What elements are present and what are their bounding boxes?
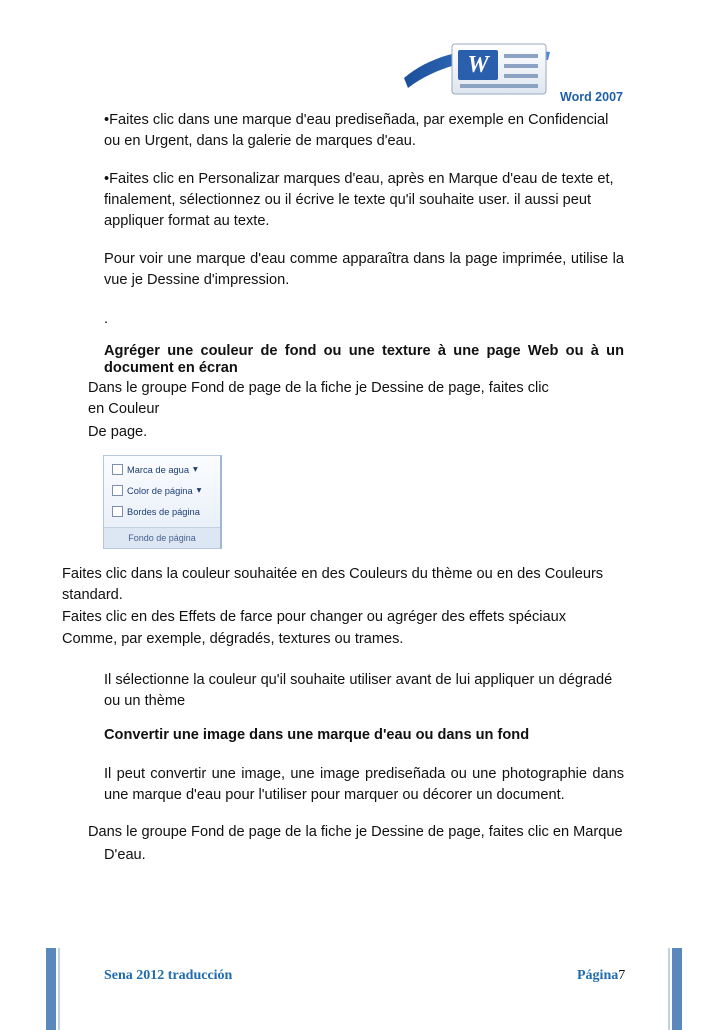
chevron-down-icon: ▾ [193, 464, 198, 474]
word-logo-icon [400, 38, 560, 96]
ribbon-item-page-color [112, 485, 201, 496]
heading-2: Convertir une image dans une marque d'eau ou dans un fond [104, 727, 530, 743]
ribbon-item-watermark [112, 464, 198, 475]
paragraph-7: Faites clic en des Effets de farce pour changer ou agréger des effets spéciaux [62, 609, 567, 625]
ribbon-item-label: Color de página [127, 485, 193, 496]
paragraph-8: Comme, par exemple, dégradés, textures ou trames. [62, 631, 404, 647]
page-background-ribbon-image [103, 455, 222, 549]
paint-bucket-icon [112, 485, 123, 496]
paragraph-5-line-2: en Couleur [88, 401, 160, 417]
paragraph-2: •Faites clic en Personalizar marques d'eau, après en Marque d'eau de texte et, finalement, sélectionnez ou il écrive le texte qu'il souhaite user. il aussi peut appliquer format au texte. [104, 171, 614, 229]
ribbon-item-label: Marca de agua [127, 464, 190, 475]
footer-left-bar [46, 948, 56, 1030]
footer-border [46, 948, 686, 1030]
paragraph-6: Faites clic dans la couleur souhaitée en des Couleurs du thème ou en des Couleurs standard. [62, 566, 604, 603]
heading-1: Agréger une couleur de fond ou une texture à une page Web ou à un document en écran [104, 343, 624, 376]
chevron-down-icon: ▾ [196, 485, 202, 495]
product-label: Word 2007 [560, 90, 623, 104]
paragraph-11-line-1: Dans le groupe Fond de page de la fiche je Dessine de page, faites clic en Marque [88, 824, 623, 840]
ribbon-group-label: Fondo de página [104, 527, 220, 548]
paragraph-9: Il sélectionne la couleur qu'il souhaite utiliser avant de lui appliquer un dégradé ou un thème [104, 672, 613, 709]
paragraph-5-line-1: Dans le groupe Fond de page de la fiche je Dessine de page, faites clic [88, 380, 549, 396]
paragraph-4: . [104, 311, 109, 327]
footer-text: Sena 2012 traducción [104, 968, 233, 983]
paragraph-10: Il peut convertir une image, une image prediseñada ou une photographie dans une marque d'eau pour l'utiliser pour marquer ou décorer un document. [104, 766, 624, 803]
page-label: Página [577, 968, 619, 983]
page-number-value: 7 [618, 968, 626, 983]
footer-left-line [58, 948, 60, 1030]
paragraph-11-line-2: D'eau. [104, 847, 146, 863]
watermark-icon [112, 464, 123, 475]
logo-letter: W [467, 52, 489, 78]
paragraph-3: Pour voir une marque d'eau comme apparaîtra dans la page imprimée, utilise la vue je Dessine d'impression. [104, 251, 624, 288]
ribbon-item-page-borders [112, 506, 200, 517]
footer-right-line [668, 948, 670, 1030]
page-border-icon [112, 506, 123, 517]
page-number [577, 968, 625, 984]
paragraph-1: •Faites clic dans une marque d'eau prediseñada, par exemple en Confidencial ou en Urgent, dans la galerie de marques d'eau. [104, 112, 609, 149]
footer-right-bar [672, 948, 682, 1030]
ribbon-item-label: Bordes de página [127, 506, 200, 517]
paragraph-5-line-3: De page. [88, 424, 148, 440]
